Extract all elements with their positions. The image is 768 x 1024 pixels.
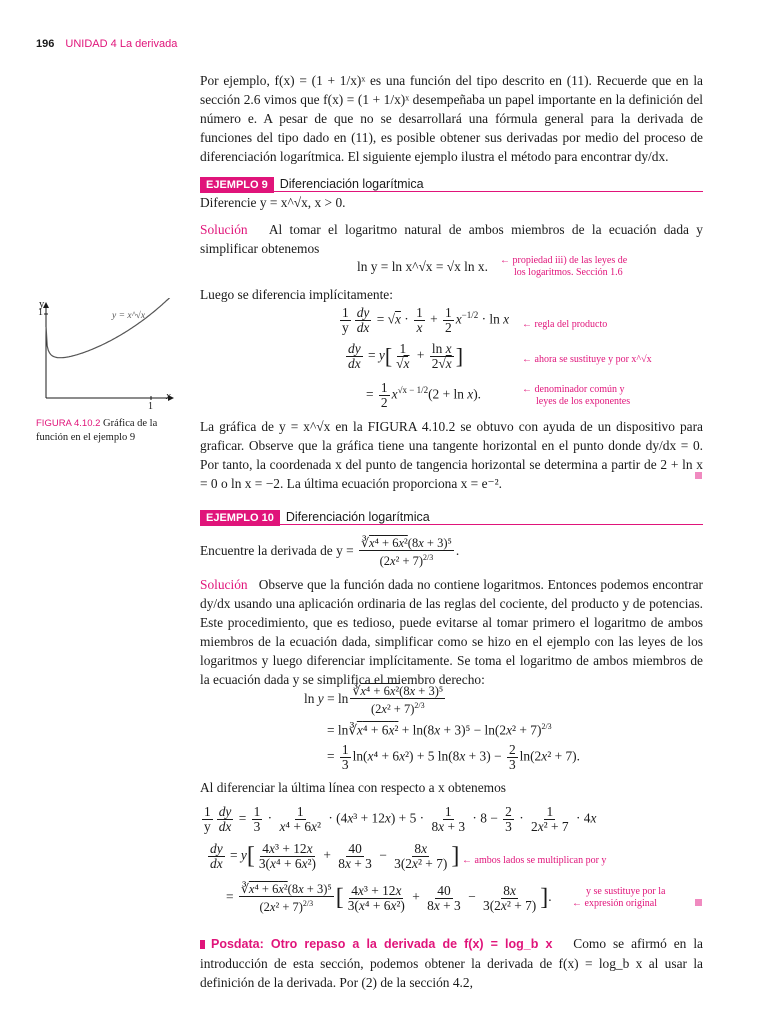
equation-implicit-2: $\frac{dy}{dx}$ = y[ $\frac{1}{√x}$ + $\frac{\text{ln x}}{2√x}$ ] bbox=[348, 341, 464, 371]
note-common-denominator-line1: ← denominador común y bbox=[522, 384, 625, 395]
equation-implicit-3: = $\frac{1}{2}$ $x^{√x - 1/2}(2 + \ln x)$. bbox=[366, 380, 482, 410]
example-10-header bbox=[200, 508, 703, 525]
figure-graph bbox=[36, 298, 176, 410]
example-9-tag: EJEMPLO 9 bbox=[200, 177, 274, 193]
end-of-example-10-marker bbox=[695, 899, 702, 906]
postdata-paragraph bbox=[200, 934, 703, 992]
x-axis-label: x bbox=[166, 391, 171, 402]
equation-ln-y: ln y = ln x^√x = √x ln x. bbox=[357, 259, 488, 274]
example-9-header bbox=[200, 175, 703, 192]
equation-ln-expanded: = ln∛x⁴ + $6x^2 + \ln(8x + 3)^5 - \ln(2x^2 + 7)^{2/3}$ bbox=[327, 722, 552, 738]
note-substitute-original-line2: ← expresión original bbox=[572, 898, 657, 909]
equation-ln-quotient: ln y = ln $\frac{\text{∛x⁴ + 6x²(8x + 3)⁵}}{(2x^2 + 7)^{2/3}}$ bbox=[304, 684, 444, 717]
example-9-solution bbox=[200, 220, 703, 258]
equation-ln-simplified: = $\frac{1}{3}$ ln(x⁴ + 6x²) + 5 ln(8x + 3) − $\frac{2}{3}$ ln(2x² + 7). bbox=[327, 742, 580, 772]
equation-diff-2: $\frac{dy}{dx}$ = y[ $\frac{\text{4x³ + 12x}}{\text{3(x⁴ + 6x²)}}$ + $\frac{40}{8x + 3}$ − $\frac{8x}{\text{3(2x² + 7)}}$ ] bbox=[210, 841, 460, 871]
y-tick-label: 1 bbox=[38, 307, 43, 318]
solution-label-10: Solución bbox=[200, 577, 248, 592]
solution-label: Solución bbox=[200, 222, 248, 237]
postdata-title: Posdata: Otro repaso a la derivada de f(x) = log_b x bbox=[211, 937, 553, 951]
y-axis-label: y bbox=[39, 299, 45, 310]
solution-text-10: Observe que la función dada no contiene logaritmos. Entonces podemos encontrar dy/dx usando una aplicación ordinaria de las reglas del cociente, del producto y de potencias. Este procedimiento, que es tedioso, puede evitarse al tomar primero el logaritmo de ambos miembros de la ecuación dada, simplificar como se hizo en el ejemplo con las leyes de los logaritmos y luego diferenciar implícitamente. Se toma el logaritmo de ambos miembros de la ecuación dada y se simplifica el miembro derecho: bbox=[200, 577, 703, 687]
equation-diff-3: = $\frac{\text{∛x⁴ + 6x²(8x + 3)⁵}}{(2x^2 + 7)^{2/3}}$ [ $\frac{\text{4x³ + 12x}}{\text{3(x⁴ + 6x²)}}$ + $\frac{40}{8x + 3}$ − $\frac{8x}{\text{3(2x² + 7)}}$ ]. bbox=[226, 882, 552, 915]
note-log-laws-line1: ← propiedad iii) de las leyes de bbox=[500, 255, 628, 266]
example-10-tag: EJEMPLO 10 bbox=[200, 510, 280, 526]
function-curve bbox=[46, 298, 176, 358]
equation-diff-1: $\frac{1}{y}$ $\frac{dy}{dx}$ = $\frac{1}{3}$ · $\frac{1}{\text{x⁴ + 6x²}}$ · (4x³ + 12x) + 5 · $\frac{1}{8x + 3}$ · 8 − $\frac{2}{3}$ · $\frac{1}{\text{2x² + 7}}$ · 4x bbox=[204, 804, 597, 834]
note-substitute-original bbox=[572, 886, 665, 910]
example-10-solution bbox=[200, 575, 703, 689]
equation-implicit-1: $\frac{1}{y}$ $\frac{dy}{dx}$ = √x · $\frac{1}{x}$ + $\frac{1}{2}$ $x^{-1/2} \cdot \ln x$ bbox=[342, 305, 510, 335]
note-substitute-original-line1: y se sustituye por la bbox=[586, 886, 666, 897]
example-10-title: Diferenciación logarítmica bbox=[285, 510, 430, 524]
note-log-laws-line2: los logaritmos. Sección 1.6 bbox=[514, 267, 623, 278]
postdata-bullet bbox=[200, 940, 205, 949]
note-common-denominator bbox=[522, 384, 630, 408]
note-common-denominator-line2: leyes de los exponentes bbox=[536, 396, 631, 407]
figure-caption-text: Gráfica de la función en el ejemplo 9 bbox=[36, 418, 158, 443]
x-tick-label: 1 bbox=[148, 401, 153, 412]
example-10-statement: Encuentre la derivada de y = $\frac{\text{∛x⁴ + 6x²(8x + 3)⁵}}{(2x^2 + 7)^{2/3}}$ . bbox=[200, 536, 460, 569]
figure-caption-label: FIGURA 4.10.2 bbox=[36, 418, 101, 429]
page-header bbox=[36, 38, 177, 50]
end-of-example-9-marker bbox=[695, 472, 702, 479]
intro-paragraph: Por ejemplo, f(x) = (1 + 1/x)ˣ es una función del tipo descrito en (11). Recuerde que en la sección 2.6 vimos que f(x) = (1 + 1/x)ˣ desempeñaba un papel importante en la definición del número e. A pesar de que no se desarrollará una fórmula general para la derivada de funciones del tipo dado en (11), es posible obtener sus derivadas por medio del proceso de diferenciación logarítmica. El siguiente ejemplo ilustra el método para encontrar dy/dx. bbox=[200, 73, 703, 164]
then-text: Luego se diferencia implícitamente: bbox=[200, 287, 393, 302]
postdata-text: Como se afirmó en la introducción de esta sección, podemos obtener la derivada de f(x) = log_b x al usar la definición de la derivada. Por (2) de la sección 4.2, bbox=[200, 936, 703, 990]
curve-label: y = x^√x bbox=[112, 311, 146, 321]
section-title: UNIDAD 4 La derivada bbox=[65, 38, 178, 50]
page-number: 196 bbox=[36, 38, 55, 50]
note-substitute: ← ahora se sustituye y por x^√x bbox=[522, 354, 652, 365]
diff-text: Al diferenciar la última línea con respecto a x obtenemos bbox=[200, 780, 507, 795]
figure-4-10-2 bbox=[36, 298, 176, 410]
example-9-title: Diferenciación logarítmica bbox=[279, 177, 424, 191]
example-9-statement: Diferencie y = x^√x, x > 0. bbox=[200, 195, 346, 210]
example-9-closing: La gráfica de y = x^√x en la FIGURA 4.10.2 se obtuvo con ayuda de un dispositivo para graficar. Observe que la gráfica tiene una tangente horizontal en el punto donde dy/dx = 0. Por tanto, la coordenada x del punto de tangencia horizontal se determina a partir de 2 + ln x = 0 o ln x = −2. La última ecuación proporciona x = e⁻². bbox=[200, 419, 703, 491]
note-product-rule: ← regla del producto bbox=[522, 319, 608, 330]
solution-text: Al tomar el logaritmo natural de ambos miembros de la ecuación dada y simplificar obtenemos bbox=[200, 222, 704, 256]
example-10-statement-text: Encuentre la derivada de y = bbox=[200, 543, 354, 559]
note-log-laws bbox=[500, 255, 627, 279]
figure-caption bbox=[36, 417, 171, 445]
note-multiply-y: ← ambos lados se multiplican por y bbox=[462, 855, 607, 866]
